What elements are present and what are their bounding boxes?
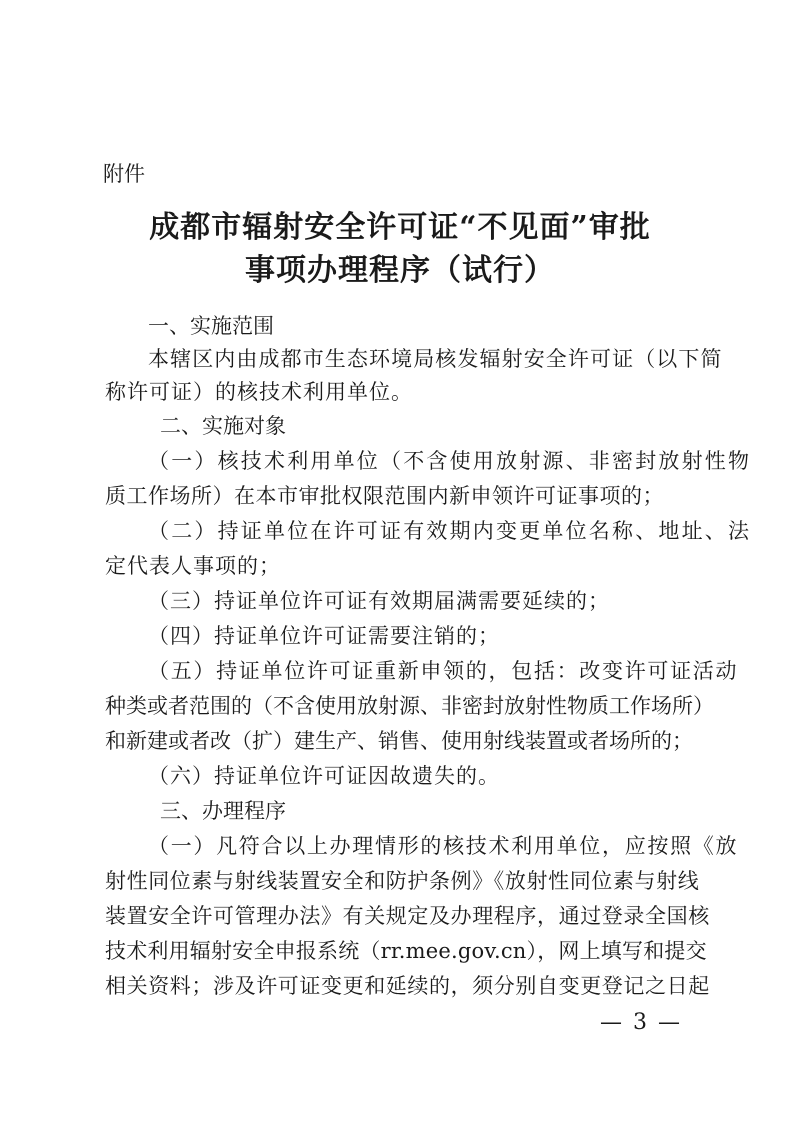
document-title-line-2: 事项办理程序（试行） [245,253,555,288]
body-line: 相关资料；涉及许可证变更和延续的，须分别自变更登记之日起 [105,974,710,998]
body-line: 质工作场所）在本市审批权限范围内新申领许可证事项的； [105,484,664,508]
page-number: — 3 — [600,1010,682,1035]
attachment-label: 附件 [103,162,145,186]
body-line: （六）持证单位许可证因故遗失的。 [148,764,500,788]
body-line: 射性同位素与射线装置安全和防护条例》《放射性同位素与射线 [105,869,700,893]
body-line: 技术利用辐射安全申报系统（rr.mee.gov.cn），网上填写和提交 [105,939,707,963]
body-line: 定代表人事项的； [105,554,281,578]
body-line: （一）凡符合以上办理情形的核技术利用单位，应按照《放 [148,834,739,858]
body-line: 本辖区内由成都市生态环境局核发辐射安全许可证（以下简 [148,347,723,371]
body-line: （四）持证单位许可证需要注销的； [148,624,500,648]
body-line: 和新建或者改（扩）建生产、销售、使用射线装置或者场所的； [105,729,693,753]
body-line: （二）持证单位在许可证有效期内变更单位名称、地址、法 [148,519,752,543]
body-line: 种类或者范围的（不含使用放射源、非密封放射性物质工作场所） [105,694,714,718]
document-title-line-1: 成都市辐射安全许可证“不见面”审批 [149,210,651,245]
section-heading-targets: 二、实施对象 [160,414,286,438]
section-heading-procedure: 三、办理程序 [160,799,286,823]
body-line: 称许可证）的核技术利用单位。 [105,380,413,404]
section-heading-scope: 一、实施范围 [148,314,274,338]
body-line: 装置安全许可管理办法》有关规定及办理程序，通过登录全国核 [105,904,710,928]
body-line: （一）核技术利用单位（不含使用放射源、非密封放射性物 [148,449,752,473]
body-line: （五）持证单位许可证重新申领的，包括：改变许可证活动 [148,659,739,683]
body-line: （三）持证单位许可证有效期届满需要延续的； [148,589,610,613]
